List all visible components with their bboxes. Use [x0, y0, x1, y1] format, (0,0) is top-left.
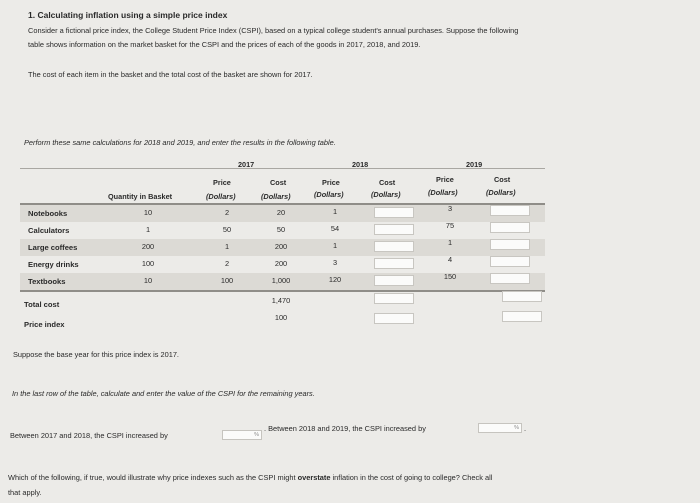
price-2019-textbooks: 150: [443, 272, 457, 281]
cost-2019-notebooks-input[interactable]: [490, 205, 530, 216]
price-2019-header: Price: [436, 175, 454, 184]
question-text-b: inflation in the cost of going to college? Check all: [330, 473, 493, 482]
price-2018-energy-drinks: 3: [332, 258, 338, 267]
year-2018-header: 2018: [352, 160, 369, 169]
increase-2017-2018-text: Between 2017 and 2018, the CSPI increased by: [10, 431, 168, 440]
increase-2018-2019-text: . Between 2018 and 2019, the CSPI increased by: [264, 424, 426, 433]
cost-2017-header: Cost: [270, 178, 287, 187]
last-row-instruction: In the last row of the table, calculate and enter the value of the CSPI for the remaining years.: [12, 389, 315, 398]
price-2017-calculators: 50: [222, 225, 232, 234]
price-2017-energy-drinks: 2: [224, 259, 230, 268]
total-cost-2017: 1,470: [271, 296, 291, 305]
total-cost-2018-input[interactable]: [374, 293, 414, 304]
dollars-2018-cost: (Dollars): [371, 190, 401, 199]
sentence-end: .: [524, 424, 527, 433]
qty-calculators: 1: [145, 225, 151, 234]
question-title: 1. Calculating inflation using a simple price index: [28, 10, 228, 20]
dollars-2019-price: (Dollars): [428, 188, 458, 197]
cost-2019-textbooks-input[interactable]: [490, 273, 530, 284]
price-index-2019-input[interactable]: [502, 311, 542, 322]
dollars-2017-cost: (Dollars): [261, 192, 291, 201]
price-2018-notebooks: 1: [332, 207, 338, 216]
cost-2017-coffees: 200: [274, 242, 288, 251]
qty-energy-drinks: 100: [141, 259, 155, 268]
price-index-label: Price index: [24, 320, 65, 329]
dollars-2018-price: (Dollars): [314, 190, 344, 199]
price-2018-coffees: 1: [332, 241, 338, 250]
price-2019-calculators: 75: [445, 221, 455, 230]
cost-2018-coffees-input[interactable]: [374, 241, 414, 252]
cost-2018-notebooks-input[interactable]: [374, 207, 414, 218]
total-cost-label: Total cost: [24, 300, 60, 309]
price-2018-textbooks: 120: [328, 275, 342, 284]
increase-2017-2018-input[interactable]: [222, 430, 262, 440]
cost-2017-calculators: 50: [276, 225, 286, 234]
percent-unit: %: [514, 425, 519, 431]
price-index-2018-input[interactable]: [374, 313, 414, 324]
cost-2018-textbooks-input[interactable]: [374, 275, 414, 286]
cost-2017-notebooks: 20: [276, 208, 286, 217]
qty-coffees: 200: [141, 242, 155, 251]
body-bottom-rule: [20, 290, 545, 292]
intro-line-3: The cost of each item in the basket and the total cost of the basket are shown for 2017.: [28, 70, 313, 79]
intro-line-1: Consider a fictional price index, the College Student Price Index (CSPI), based on a typical college student's annual purchases. Suppose the following: [28, 26, 519, 35]
total-cost-2019-input[interactable]: [502, 291, 542, 302]
price-index-2017: 100: [274, 313, 288, 322]
price-2019-energy-drinks: 4: [447, 255, 453, 264]
cost-2019-energy-drinks-input[interactable]: [490, 256, 530, 267]
price-2019-notebooks: 3: [447, 204, 453, 213]
question-emphasis: overstate: [297, 473, 331, 482]
year-2019-header: 2019: [466, 160, 483, 169]
year-2017-header: 2017: [238, 160, 255, 169]
row-label-calculators: Calculators: [28, 226, 70, 235]
row-label-textbooks: Textbooks: [28, 277, 66, 286]
percent-unit: %: [254, 432, 259, 438]
cost-2018-calculators-input[interactable]: [374, 224, 414, 235]
row-label-notebooks: Notebooks: [28, 209, 68, 218]
row-label-energy-drinks: Energy drinks: [28, 260, 79, 269]
cost-2018-energy-drinks-input[interactable]: [374, 258, 414, 269]
cost-2018-header: Cost: [379, 178, 396, 187]
price-2017-textbooks: 100: [220, 276, 234, 285]
price-2018-header: Price: [322, 178, 340, 187]
table-instruction: Perform these same calculations for 2018 and 2019, and enter the results in the following table.: [24, 138, 336, 147]
increase-2018-2019-input[interactable]: [478, 423, 522, 433]
price-2017-header: Price: [213, 178, 231, 187]
qty-textbooks: 10: [143, 276, 153, 285]
qty-notebooks: 10: [143, 208, 153, 217]
price-2018-calculators: 54: [330, 224, 340, 233]
cost-2019-calculators-input[interactable]: [490, 222, 530, 233]
cost-2017-textbooks: 1,000: [271, 276, 291, 285]
base-year-note: Suppose the base year for this price index is 2017.: [13, 350, 179, 359]
dollars-2017-price: (Dollars): [206, 192, 236, 201]
intro-line-2: table shows information on the market basket for the CSPI and the prices of each of the goods in 2017, 2018, and 2019.: [28, 40, 421, 49]
question-line-1: [8, 471, 492, 485]
price-2017-coffees: 1: [224, 242, 230, 251]
quantity-header: Quantity in Basket: [108, 192, 173, 201]
question-line-2: that apply.: [8, 488, 42, 497]
row-label-coffees: Large coffees: [28, 243, 78, 252]
price-2019-coffees: 1: [447, 238, 453, 247]
cost-2019-coffees-input[interactable]: [490, 239, 530, 250]
price-2017-notebooks: 2: [224, 208, 230, 217]
question-text-a: Which of the following, if true, would illustrate why price indexes such as the CSPI might: [8, 473, 298, 482]
cost-2019-header: Cost: [494, 175, 511, 184]
dollars-2019-cost: (Dollars): [486, 188, 516, 197]
cost-2017-energy-drinks: 200: [274, 259, 288, 268]
